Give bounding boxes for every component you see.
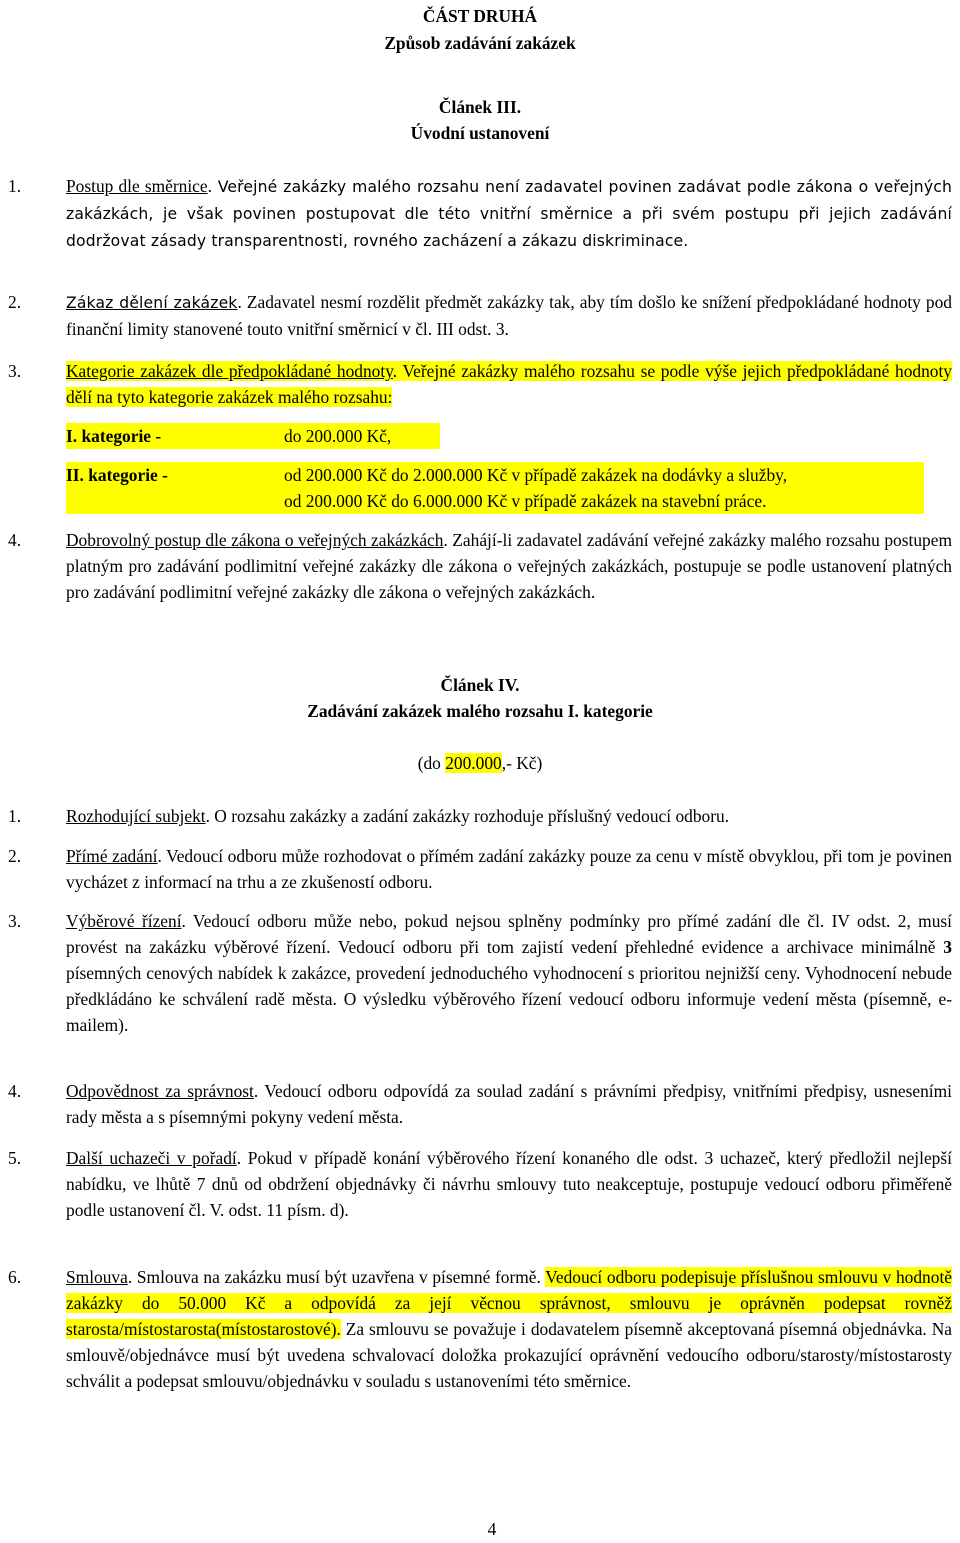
article3-item-1 [8,173,952,254]
item-body [66,289,952,342]
item-text: Veřejné zakázky malého rozsahu není zadavatel povinen zadávat podle zákona o veřejných zakázkách, je však povinen postupovat dle této vnitřní směrnice a při svém postupu při jejich zadávání dodržovat zásady transparentnosti, rovného zacházení a zákazu diskriminace. [66,178,952,250]
category-1-row [66,423,440,449]
item-heading: Odpovědnost za správnost [66,1081,254,1101]
article4-item-2 [8,843,952,895]
item-text-a: . Vedoucí odboru může nebo, pokud nejsou splněny podmínky pro přímé zadání dle čl. IV odst. 2, musí provést na zakázku výběrové řízení. Vedoucí odboru při tom zajistí vedení přehledné evidence a archivace minimálně [66,911,952,957]
item-body [66,358,952,410]
part-title: ČÁST DRUHÁ [422,6,538,26]
item-number: 3. [8,911,22,931]
category-2-label: II. kategorie - [66,465,168,485]
category-2-line-2: od 200.000 Kč do 6.000.000 Kč v případě zakázek na stavební práce. [284,491,767,511]
item-text: . O rozsahu zakázky a zadání zakázky rozhoduje příslušný vedoucí odboru. [205,806,730,826]
category-2-line-1: od 200.000 Kč do 2.000.000 Kč v případě zakázek na dodávky a služby, [284,465,788,485]
article4-item-5 [8,1145,952,1223]
article4-item-6 [8,1264,952,1394]
category-1-value: do 200.000 Kč, [284,426,392,446]
range-suffix: ,- Kč) [501,753,543,773]
item-number: 2. [8,846,22,866]
article4-item-3 [8,908,952,1038]
item-number: 1. [8,176,22,196]
item-text-b: písemných cenových nabídek k zakázce, provedení jednoduchého vyhodnocení s prioritou nejnižší ceny. Vyhodnocení nebude předkládáno ke schválení radě města. O výsledku výběrového řízení vedoucí odboru informuje vedení města (písemně, e-mailem). [66,963,952,1035]
item-text-bold: 3 [943,937,952,957]
part-subtitle: Způsob zadávání zakázek [384,33,576,53]
range-prefix: (do [417,753,446,773]
item-number: 5. [8,1148,22,1168]
item-text-a: . Smlouva na zakázku musí být uzavřena v písemné formě. [127,1267,546,1287]
item-heading: Další uchazeči v pořadí [66,1148,237,1168]
item-heading: Přímé zadání [66,846,158,866]
item-heading: Dobrovolný postup dle zákona o veřejných zakázkách [66,530,444,550]
article4-subtitle: Zadávání zakázek malého rozsahu I. kategorie [307,701,653,721]
category-1-label: I. kategorie - [66,426,162,446]
item-text: . Vedoucí odboru odpovídá za soulad zadání s právními předpisy, vnitřními předpisy, usneseními rady města a s písemnými pokyny vedení města. [66,1081,952,1127]
item-body [66,1264,952,1394]
item-body [66,803,952,829]
page-number: 4 [487,1519,497,1539]
item-number: 4. [8,530,22,550]
item-heading: Postup dle směrnice [66,176,208,196]
item-body [66,843,952,895]
item-text: . Pokud v případě konání výběrového řízení konaného dle odst. 3 uchazeč, který předložil nejlepší nabídku, ve lhůtě 7 dnů od obdržení objednávky či návrhu smlouvy tuto neakceptuje, postupuje vedoucí odboru přiměřeně podle ustanovení čl. V. odst. 11 písm. d). [66,1148,952,1220]
item-number: 2. [8,292,22,312]
item-heading: Zákaz dělení zakázek [66,294,238,312]
item-body [66,908,952,1038]
item-text: . Vedoucí odboru může rozhodovat o přímém zadání zakázky pouze za cenu v místě obvyklou, při tom je povinen vycházet z informací na trhu a ze zkušeností odboru. [66,846,952,892]
item-body [66,1145,952,1223]
item-number: 1. [8,806,22,826]
item-text: . Zadavatel nesmí rozdělit předmět zakázky tak, aby tím došlo ke snížení předpokládané hodnoty pod finanční limity stanovené touto vnitřní směrnicí v čl. III odst. 3. [66,292,952,339]
article3-item-3 [8,358,952,410]
item-body [66,173,952,254]
item-text: . Zahájí-li zadavatel zadávání veřejné zakázky malého rozsahu postupem platným pro zadávání podlimitní veřejné zakázky dle zákona o veřejných zakázkách, postupuje se podle ustanovení platných pro zadávání podlimitní veřejné zakázky dle zákona o veřejných zakázkách. [66,530,952,602]
item-number: 3. [8,361,22,381]
range-value: 200.000 [445,753,502,773]
item-heading: Rozhodující subjekt [66,806,206,826]
category-2-row [66,462,924,514]
item-heading: Výběrové řízení [66,911,182,931]
article3-subtitle: Úvodní ustanovení [410,123,550,143]
item-body [66,527,952,605]
item-text: . Veřejné zakázky malého rozsahu se podle výše jejich předpokládané hodnoty dělí na tyto kategorie zakázek malého rozsahu: [66,361,953,407]
article3-item-2 [8,289,952,342]
article4-item-4 [8,1078,952,1130]
item-body [66,1078,952,1130]
article3-title: Článek III. [438,97,522,117]
item-number: 4. [8,1081,22,1101]
item-heading-dot: . [207,176,212,196]
item-number: 6. [8,1267,22,1287]
article4-range [0,750,960,776]
article3-item-4 [8,527,952,605]
item-text-b: Za smlouvu se považuje i dodavatelem písemně akceptovaná písemná objednávka. Na smlouvě/objednávce musí být uvedena schvalovací doložka prokazující oprávnění vedoucího odboru/starosty/místostarosty schválit a podepsat smlouvu/objednávku v souladu s ustanoveními této směrnice. [66,1319,952,1391]
article4-item-1 [8,803,952,829]
item-highlight: Vedoucí odboru podepisuje příslušnou smlouvu v hodnotě zakázky do 50.000 Kč a odpovídá za její věcnou správnost, smlouvu je oprávněn podepsat rovněž starosta/místostarosta(místostarostové). [66,1267,952,1339]
item-heading: Kategorie zakázek dle předpokládané hodnoty [66,361,393,381]
article4-title: Článek IV. [440,675,520,695]
item-heading: Smlouva [66,1267,128,1287]
